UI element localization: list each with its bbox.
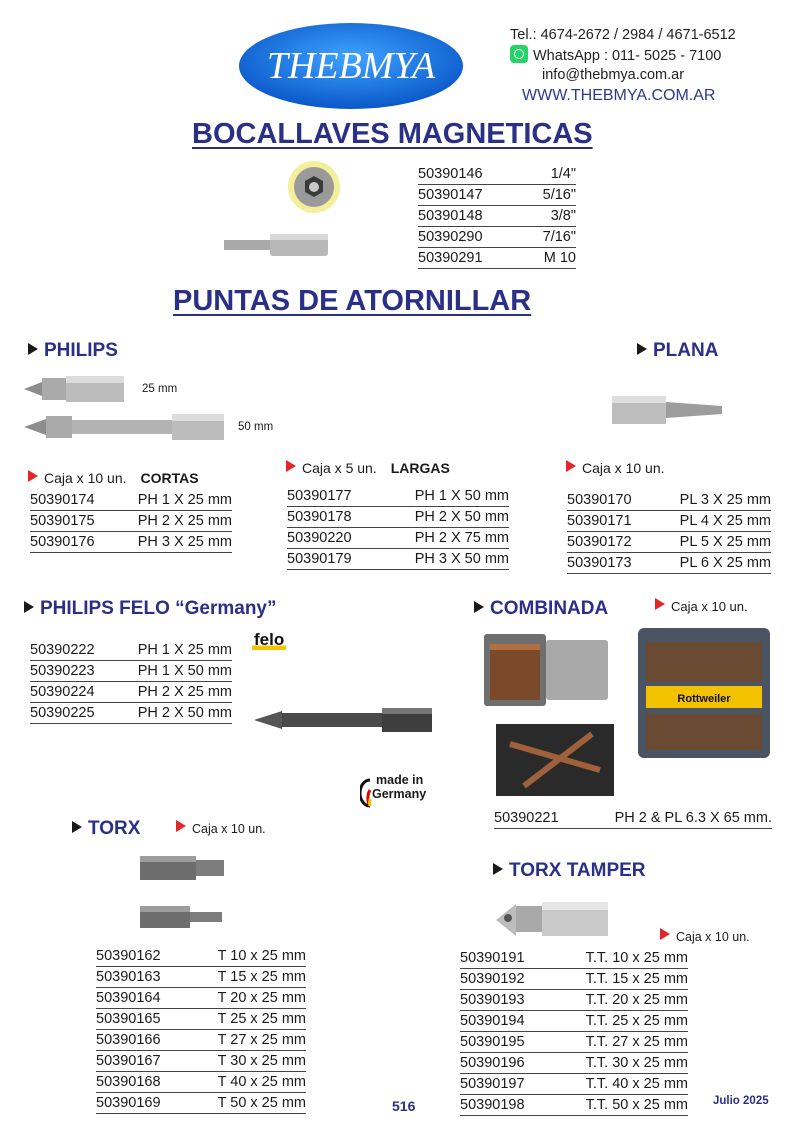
red-bullet-icon xyxy=(28,470,38,482)
table-row: 50390174 PH 1 X 25 mm xyxy=(30,490,232,511)
table-row: 50390172 PL 5 X 25 mm xyxy=(567,532,771,553)
socket-side-image xyxy=(222,228,330,262)
torx-note: Caja x 10 un. xyxy=(176,820,266,836)
red-bullet-icon xyxy=(660,928,670,940)
felo-bit-image xyxy=(252,705,434,735)
bullet-icon xyxy=(493,863,503,875)
table-row: 50390165 T 25 x 25 mm xyxy=(96,1009,306,1030)
red-bullet-icon xyxy=(176,820,186,832)
bocallaves-table xyxy=(418,164,576,269)
table-row: 50390192 T.T. 15 x 25 mm xyxy=(460,969,688,990)
table-row: 50390191 T.T. 10 x 25 mm xyxy=(460,948,688,969)
red-bullet-icon xyxy=(566,460,576,472)
table-row: 50390163 T 15 x 25 mm xyxy=(96,967,306,988)
table-row: 50390194 T.T. 25 x 25 mm xyxy=(460,1011,688,1032)
table-row: 50390148 3/8" xyxy=(418,206,576,227)
table-row: 50390162 T 10 x 25 mm xyxy=(96,946,306,967)
plana-heading: PLANA xyxy=(637,340,718,362)
combinada-heading: COMBINADA xyxy=(474,598,608,620)
table-row: 50390198 T.T. 50 x 25 mm xyxy=(460,1095,688,1116)
red-bullet-icon xyxy=(286,460,296,472)
logo-text: THEBMYA xyxy=(266,45,436,87)
combinada-rottweiler-box-image xyxy=(636,626,772,760)
torx-heading: TORX xyxy=(72,818,140,840)
edition-date: Julio 2025 xyxy=(713,1095,769,1107)
bullet-icon xyxy=(24,601,34,613)
table-row: 50390147 5/16" xyxy=(418,185,576,206)
torx-tamper-heading: TORX TAMPER xyxy=(493,860,646,882)
philips-cortas-table xyxy=(30,490,232,553)
bullet-icon xyxy=(28,343,38,355)
socket-front-image xyxy=(285,160,343,214)
bocallaves-title: BOCALLAVES MAGNETICAS xyxy=(192,118,593,150)
plana-note: Caja x 10 un. xyxy=(566,460,665,476)
table-row: 50390167 T 30 x 25 mm xyxy=(96,1051,306,1072)
length-label-25: 25 mm xyxy=(142,383,178,395)
table-row: 50390195 T.T. 27 x 25 mm xyxy=(460,1032,688,1053)
torx-tamper-bit-image xyxy=(494,896,612,944)
red-bullet-icon xyxy=(655,598,665,610)
table-row: 50390166 T 27 x 25 mm xyxy=(96,1030,306,1051)
table-row: 50390178 PH 2 X 50 mm xyxy=(287,507,509,528)
table-row: 50390220 PH 2 X 75 mm xyxy=(287,528,509,549)
table-row: 50390193 T.T. 20 x 25 mm xyxy=(460,990,688,1011)
table-row: 50390225 PH 2 X 50 mm xyxy=(30,703,232,724)
contact-block xyxy=(510,26,790,105)
felo-table xyxy=(30,640,232,724)
phone-text: Tel.: 4674-2672 / 2984 / 4671-6512 xyxy=(510,27,736,43)
thebmya-logo xyxy=(238,22,464,110)
germany-flag-icon xyxy=(360,778,372,808)
philips-largas-table xyxy=(287,486,509,570)
table-row: 50390197 T.T. 40 x 25 mm xyxy=(460,1074,688,1095)
table-row: 50390176 PH 3 X 25 mm xyxy=(30,532,232,553)
table-row: 50390222 PH 1 X 25 mm xyxy=(30,640,232,661)
whatsapp-text: WhatsApp : 011- 5025 - 7100 xyxy=(533,48,722,64)
table-row: 50390146 1/4" xyxy=(418,164,576,185)
made-in-germany-badge: made in Germany xyxy=(372,773,427,801)
puntas-title: PUNTAS DE ATORNILLAR xyxy=(173,285,532,317)
combinada-loose-bits-image xyxy=(496,724,614,796)
table-row: 50390290 7/16" xyxy=(418,227,576,248)
email-text: info@thebmya.com.ar xyxy=(542,67,685,83)
table-row: 50390175 PH 2 X 25 mm xyxy=(30,511,232,532)
cortas-note: Caja x 10 un. CORTAS xyxy=(28,470,199,486)
felo-heading: PHILIPS FELO “Germany” xyxy=(24,598,277,620)
rottweiler-label: Rottweiler xyxy=(677,693,731,705)
table-row: 50390169 T 50 x 25 mm xyxy=(96,1093,306,1114)
page-number: 516 xyxy=(392,1098,416,1114)
torx-table xyxy=(96,946,306,1114)
bullet-icon xyxy=(637,343,647,355)
torx-bits-image xyxy=(138,852,228,934)
table-row: 50390224 PH 2 X 25 mm xyxy=(30,682,232,703)
table-row: 50390170 PL 3 X 25 mm xyxy=(567,490,771,511)
felo-brand-logo: felo xyxy=(254,630,285,649)
whatsapp-line xyxy=(510,45,790,66)
bullet-icon xyxy=(474,601,484,613)
table-row: 50390173 PL 6 X 25 mm xyxy=(567,553,771,574)
torx-tamper-note: Caja x 10 un. xyxy=(660,928,750,944)
philips-heading: PHILIPS xyxy=(28,340,118,362)
philips-bits-image xyxy=(22,372,234,444)
whatsapp-icon xyxy=(510,45,528,63)
table-row: 50390221 PH 2 & PL 6.3 X 65 mm. xyxy=(494,808,772,829)
combinada-note: Caja x 10 un. xyxy=(655,598,748,614)
table-row: 50390171 PL 4 X 25 mm xyxy=(567,511,771,532)
plana-bit-image xyxy=(610,390,726,430)
table-row: 50390164 T 20 x 25 mm xyxy=(96,988,306,1009)
table-row: 50390168 T 40 x 25 mm xyxy=(96,1072,306,1093)
website-link[interactable]: WWW.THEBMYA.COM.AR xyxy=(522,87,716,104)
largas-note: Caja x 5 un. LARGAS xyxy=(286,460,450,476)
table-row: 50390223 PH 1 X 50 mm xyxy=(30,661,232,682)
torx-tamper-table xyxy=(460,948,688,1116)
combinada-open-box-image xyxy=(482,630,612,710)
bullet-icon xyxy=(72,821,82,833)
table-row: 50390179 PH 3 X 50 mm xyxy=(287,549,509,570)
table-row: 50390291 M 10 xyxy=(418,248,576,269)
length-label-50: 50 mm xyxy=(238,421,274,433)
table-row: 50390177 PH 1 X 50 mm xyxy=(287,486,509,507)
plana-table xyxy=(567,490,771,574)
combinada-table xyxy=(494,808,772,829)
table-row: 50390196 T.T. 30 x 25 mm xyxy=(460,1053,688,1074)
